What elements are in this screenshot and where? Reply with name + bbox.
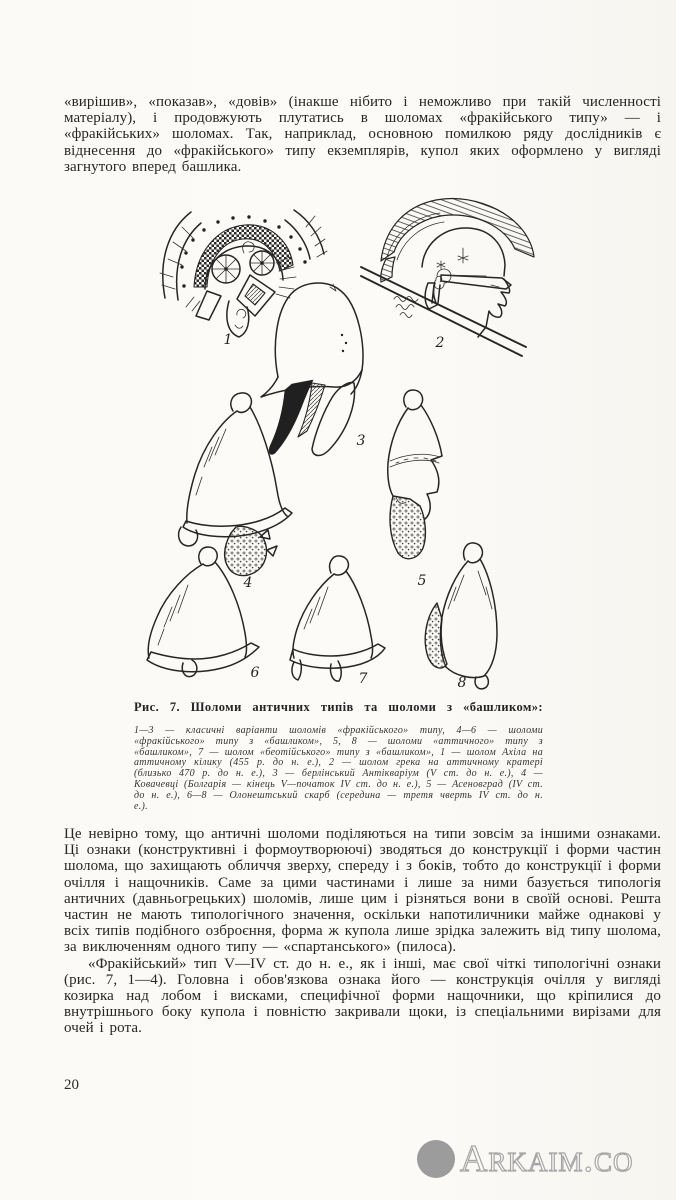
page-number: 20 — [64, 1077, 79, 1093]
helmet-figure-3 — [261, 283, 363, 455]
helmet-figure-8 — [425, 543, 497, 689]
figure-caption-detail: 1—3 — класичні варіанти шоломів «фракійського» типу, 4—6 — шоломи «фракійського» типу з «башликом», 5, 8 — шоломи «аттичного» типу з «башликом», 7 — шолом «беотійського» типу з «башликом», 1 — шолом Ахіла на аттичному кілику (455 р. до н. е.), 2 — шолом грека на аттичному кратері (близько 470 р. до н. е.), 3 — берлінський Антікваріум (V ст. до н. е.), 4 — Ковачевці (Болгарія — кінець V—початок IV ст. до н. е.), 5 — Асеновград (IV ст. до н. е.), 6—8 — Олонештський скарб (середина — третя чверть IV ст. до н. е.). — [134, 725, 543, 812]
figure-item-label-7: 7 — [358, 671, 368, 687]
figure-item-label-2: 2 — [435, 335, 445, 351]
watermark-circle-icon — [417, 1140, 455, 1178]
body-text-block — [64, 826, 661, 1037]
figure-item-label-3: 3 — [356, 433, 366, 449]
helmet-figure-2 — [361, 199, 534, 356]
helmet-figure-5 — [388, 390, 442, 559]
figure-item-label-8: 8 — [457, 675, 467, 691]
helmet-figure-7 — [290, 556, 385, 681]
helmet-figure-1 — [160, 210, 327, 337]
intro-paragraph: «вирішив», «показав», «довів» (інакше нібито і неможливо при такій численності матеріалу), і продовжують плутатись в шоломах «фракійського типу» — і «фракійських» шоломах. Так, наприклад, основною помилкою ряду дослідників є віднесення до «фракійського» типу екземплярів, купол яких оформлено у вигляді загнутого вперед башлика. — [64, 94, 661, 175]
watermark-text: Arkaim.co — [460, 1138, 634, 1180]
figure-item-label-1: 1 — [223, 332, 233, 348]
helmet-figure-4 — [179, 393, 292, 576]
body-paragraph-typology: Це невірно тому, що античні шоломи поділяються на типи зовсім за іншими ознаками. Ці ознаки (конструктивні і формоутворюючі) зводяться до конструкції і форми частин шолома, що захищають обличчя зверху, спереду і з боків, тобто до конструкції і форми очілля і нащочників. Саме за цими частинами і лише за ними базується типологія античних (давньогрецьких) шоломів, лише цим і різняться вони в своїй основі. Решта частин не мають типологічного значення, оскільки напотиличники майже однакові у всіх типів подібного озброєння, форма ж купола лише зрідка залежить від типу шолома, за виключенням одного типу — «спартанського» (пилоса). — [64, 826, 661, 956]
body-paragraph-thracian-type: «Фракійський» тип V—IV ст. до н. е., як і інші, має свої чіткі типологічні ознаки (рис. 7, 1—4). Головна і обов'язкова ознака його — конструкція очілля у вигляді козирка над лобом і висками, специфічної форми нащочники, що кріпилися до внутрішнього боку купола і повністю закривали щоки, із спеціальними вирізами для очей і рота. — [64, 955, 661, 1037]
watermark — [417, 1140, 633, 1178]
figure-item-label-4: 4 — [243, 575, 253, 591]
figure-caption-title: Рис. 7. Шоломи античних типів та шоломи з «башликом»: — [134, 700, 543, 714]
figure-item-label-6: 6 — [250, 665, 260, 681]
figure-7-illustration — [134, 197, 544, 702]
figure-item-label-5: 5 — [417, 573, 427, 589]
